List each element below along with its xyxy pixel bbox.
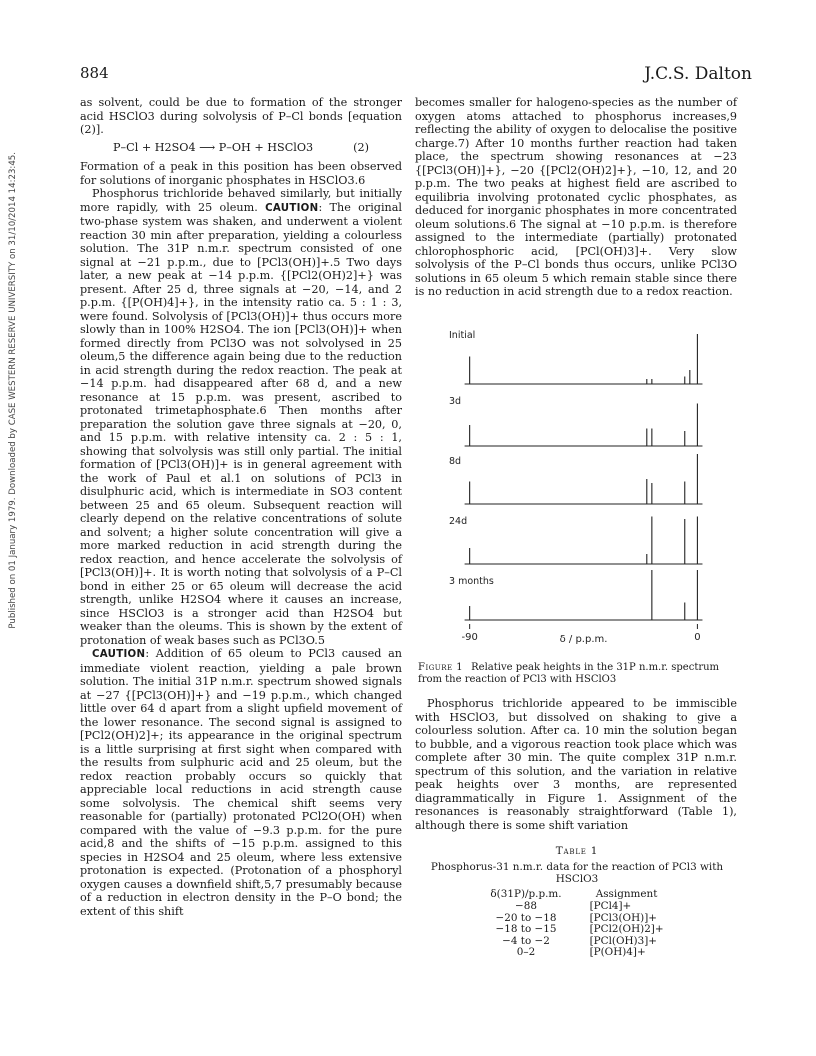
assignment-cell: [PCl2(OH)2]+ xyxy=(589,923,664,935)
trace-label: 3d xyxy=(449,396,462,407)
trace-label: Initial xyxy=(449,330,476,341)
column-header: δ(31P)/p.p.m. xyxy=(490,887,562,900)
figure-caption-text: Relative peak heights in the 31P n.m.r. spectrum from the reaction of PCl3 with HSClO3 xyxy=(418,662,720,685)
table-row xyxy=(476,936,677,948)
table-header-row xyxy=(476,889,677,902)
assignment-cell: [PCl3(OH)]+ xyxy=(589,911,657,924)
equation-number: (2) xyxy=(353,140,369,154)
table-caption: Phosphorus-31 n.m.r. data for the reaction of PCl3 with HSClO3 xyxy=(430,860,724,885)
equation-2 xyxy=(80,141,402,155)
column-header: Assignment xyxy=(595,887,658,900)
right-column-lower xyxy=(415,697,737,832)
nmr-stick-diagram xyxy=(443,326,733,646)
paragraph-text: : The original two-phase system was shaken, and underwent a violent reaction 30 min after preparation, yielding a colourless solution. The 31P n.m.r. spectrum consisted of one signal at −21 p.p.m., due to [PCl3(OH)]+.5 Two days later, a new peak at −14 p.p.m. {[PCl2(OH)2]+} was present. After 25 d, three signals at −20, −14, and 2 p.p.m. {[P(OH)4]+}, in the intensity ratio ca. 5 : 1 : 3, were found. Solvolysis of [PCl3(OH)]+ thus occurs more slowly than in 100% H2SO4. The ion [PCl3(OH)]+ when formed directly from PCl3O was not solvolysed in 25 oleum,5 the difference again being due to the reduction in acid strength during the redox reaction. The peak at −14 p.p.m. had disappeared after 68 d, and a new resonance at 15 p.p.m. was present, ascribed to protonated trimetaphosphate.6 Then months after preparation the solution gave three signals at −20, 0, and 15 p.p.m. with relative intensity ca. 2 : 5 : 1, showing that solvolysis was still only partial. The initial formation of [PCl3(OH)]+ is in general agreement with the work of Paul et al.1 on solutions of PCl3 in disulphuric acid, which is intermediate in SO3 content between 25 and 65 oleum. Subsequent reaction will clearly depend on the relative concentrations of solute and solvent; a higher solute concentration will give a more marked reduction in acid strength during the redox reaction, and hence accelerate the solvolysis of [PCl3(OH)]+. It is worth noting that solvolysis of a P–Cl bond in either 25 or 65 oleum will decrease the acid strength, unlike H2SO4 where it causes an increase, since HSClO3 is a stronger acid than H2SO4 but weaker than the oleums. This is shown by the extent of protonation of weak bases such as PCl3O.5 xyxy=(80,200,402,647)
table-1 xyxy=(418,845,736,959)
shift-cell: −18 to −15 xyxy=(495,923,557,935)
assignment-cell: [PCl(OH)3]+ xyxy=(589,934,657,947)
figure-caption xyxy=(418,662,734,686)
table-row xyxy=(476,947,677,959)
journal-title: J.C.S. Dalton xyxy=(644,64,752,84)
paragraph xyxy=(80,187,402,647)
download-notice xyxy=(2,110,24,670)
trace-label: 24d xyxy=(449,516,468,527)
assignment-cell: [P(OH)4]+ xyxy=(589,946,646,958)
right-column xyxy=(415,96,737,299)
page-number: 884 xyxy=(80,64,109,82)
left-column xyxy=(80,96,402,918)
tick-label: 0 xyxy=(694,632,701,643)
table-title: Table 1 xyxy=(555,845,599,857)
paragraph xyxy=(80,647,402,918)
trace-label: 8d xyxy=(449,456,462,467)
shift-cell: −4 to −2 xyxy=(502,934,550,947)
shift-cell: 0–2 xyxy=(516,946,536,958)
paragraph: as solvent, could be due to formation of the stronger acid HSClO3 during solvolysis of P–Cl bonds [equation (2)]. xyxy=(80,96,402,136)
paragraph-text: Phosphorus trichloride behaved similarly, but initially more rapidly, with 25 oleum. xyxy=(80,187,402,214)
paragraph-text: : Addition of 65 oleum to PCl3 caused an immediate violent reaction, yielding a pale brown solution. The initial 31P n.m.r. spectrum showed signals at −27 {[PCl3(OH)]+} and −19 p.p.m., which changed little over 64 d apart from a slight upfield movement of the lower resonance. The second signal is assigned to [PCl2(OH)2]+; its appearance in the original spectrum is a little surprising at first sight when compared with the results from sulphuric acid and 25 oleum, but the redox reaction probably occurs so quickly that appreciable local reductions in acid strength cause some solvolysis. The chemical shift seems very reasonable for (partially) protonated PCl2O(OH) when compared with the value of −9.3 p.p.m. for the pure acid,8 and the shifts of −15 p.p.m. assigned to this species in H2SO4 and 25 oleum, where less extensive protonation is expected. (Protonation of a phosphoryl oxygen causes a downfield shift,5,7 presumably because of a reduction in electron density in the P–O bond; the extent of this shift xyxy=(80,647,402,918)
shift-cell: −20 to −18 xyxy=(495,911,557,924)
download-notice-text: Published on 01 January 1979. Downloaded by CASE WESTERN RESERVE UNIVERSITY on 31/10/2014 14:23:45. xyxy=(8,151,18,629)
shift-cell: −88 xyxy=(515,900,537,912)
figure-caption-label: Figure 1 xyxy=(418,662,464,673)
paragraph: Formation of a peak in this position has been observed for solutions of inorganic phosphates in HSClO3.6 xyxy=(80,160,402,187)
caution-label: CAUTION xyxy=(265,202,319,214)
figure-1 xyxy=(443,326,733,646)
equation-text: P–Cl + H2SO4 ⟶ P–OH + HSClO3 xyxy=(113,140,314,154)
caution-label: CAUTION xyxy=(92,649,146,660)
axis-title: δ / p.p.m. xyxy=(559,634,608,645)
table-row xyxy=(476,924,677,936)
tick-label: -90 xyxy=(461,632,478,643)
table-row xyxy=(476,901,677,913)
paragraph: becomes smaller for halogeno-species as the number of oxygen atoms attached to phosphorus increases,9 reflecting the ability of oxygen to delocalise the positive charge.7) After 10 months further reaction had taken place, the spectrum showing resonances at −23 {[PCl3(OH)]+}, −20 {[PCl2(OH)2]+}, −10, 12, and 20 p.p.m. The two peaks at highest field are ascribed to equilibria involving protonated cyclic phosphates, as deduced for inorganic phosphates in more concentrated oleum solutions.6 The signal at −10 p.p.m. is therefore assigned to the intermediate (partially) protonated chlorophosphoric acid, [PCl(OH)3]+. Very slow solvolysis of the P–Cl bonds thus occurs, unlike PCl3O solutions in 65 oleum 5 which remain stable since there is no reduction in acid strength due to a redox reaction. xyxy=(415,96,737,298)
paragraph: Phosphorus trichloride appeared to be immiscible with HSClO3, but dissolved on shaking to give a colourless solution. After ca. 10 min the solution began to bubble, and a vigorous reaction took place which was complete after 30 min. The quite complex 31P n.m.r. spectrum of this solution, and the variation in relative peak heights over 3 months, are represented diagrammatically in Figure 1. Assignment of the resonances is reasonably straightforward (Table 1), although there is some shift variation xyxy=(415,697,737,832)
nmr-table xyxy=(476,889,677,959)
trace-label: 3 months xyxy=(449,576,494,587)
assignment-cell: [PCl4]+ xyxy=(589,900,632,912)
